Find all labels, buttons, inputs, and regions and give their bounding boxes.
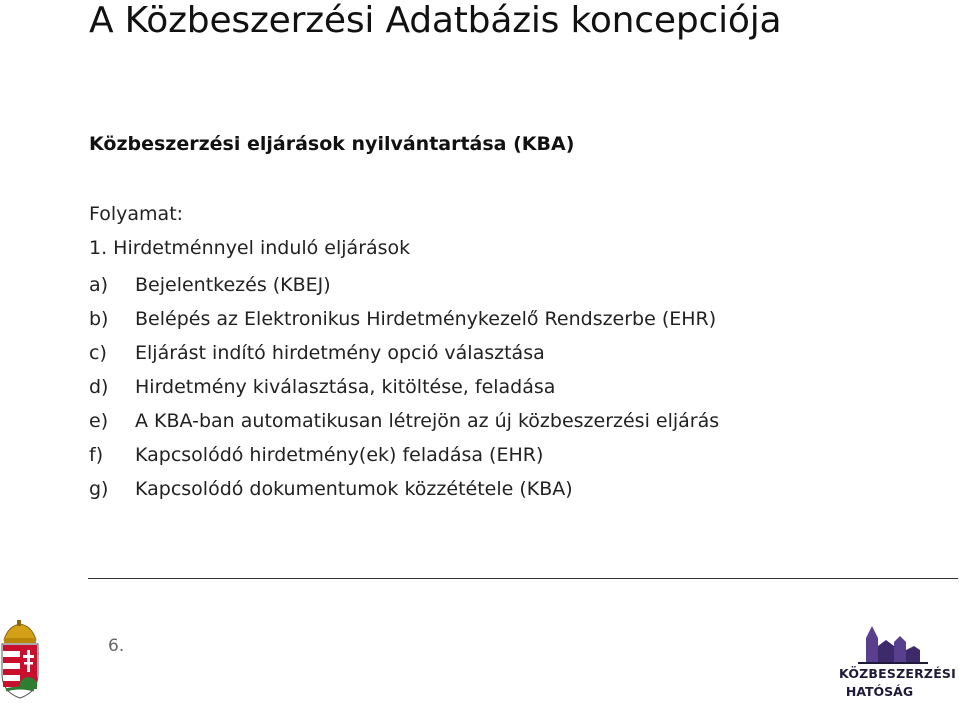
footer-divider <box>88 578 958 579</box>
list-marker: e) <box>89 410 109 432</box>
list-item <box>89 441 719 475</box>
list-marker: b) <box>89 308 109 330</box>
numbered-item-1: 1. Hirdetménnyel induló eljárások <box>89 237 411 259</box>
list-item-text: Kapcsolódó dokumentumok közzététele (KBA) <box>135 478 573 500</box>
list-item <box>89 407 719 441</box>
list-item <box>89 271 719 305</box>
page-number: 6. <box>108 636 125 656</box>
hungarian-coat-of-arms-icon <box>0 620 40 700</box>
list-item-text: Bejelentkezés (KBEJ) <box>135 274 331 296</box>
list-marker: f) <box>89 444 104 466</box>
logo-text-line2: HATÓSÁG <box>845 684 914 699</box>
list-item-text: Eljárást indító hirdetmény opció választása <box>135 342 545 364</box>
list-item-text: A KBA-ban automatikusan létrejön az új közbeszerzési eljárás <box>135 410 720 432</box>
list-marker: a) <box>89 274 109 296</box>
building-silhouette-icon <box>858 622 928 664</box>
logo-text-line1: KÖZBESZERZÉSI <box>839 666 956 681</box>
list-item <box>89 475 719 509</box>
kozbeszerzesi-hatosag-logo <box>836 622 959 706</box>
list-marker: g) <box>89 478 109 500</box>
list-marker: c) <box>89 342 107 364</box>
list-item-text: Hirdetmény kiválasztása, kitöltése, feladása <box>135 376 556 398</box>
list-item <box>89 373 719 407</box>
step-list <box>89 271 719 509</box>
list-marker: d) <box>89 376 109 398</box>
section-subtitle: Közbeszerzési eljárások nyilvántartása (KBA) <box>89 133 575 155</box>
list-item <box>89 339 719 373</box>
list-item-text: Kapcsolódó hirdetmény(ek) feladása (EHR) <box>135 444 544 466</box>
page-title: A Közbeszerzési Adatbázis koncepciója <box>89 0 782 41</box>
list-item <box>89 305 719 339</box>
list-item-text: Belépés az Elektronikus Hirdetménykezelő Rendszerbe (EHR) <box>135 308 717 330</box>
process-label: Folyamat: <box>89 203 184 225</box>
